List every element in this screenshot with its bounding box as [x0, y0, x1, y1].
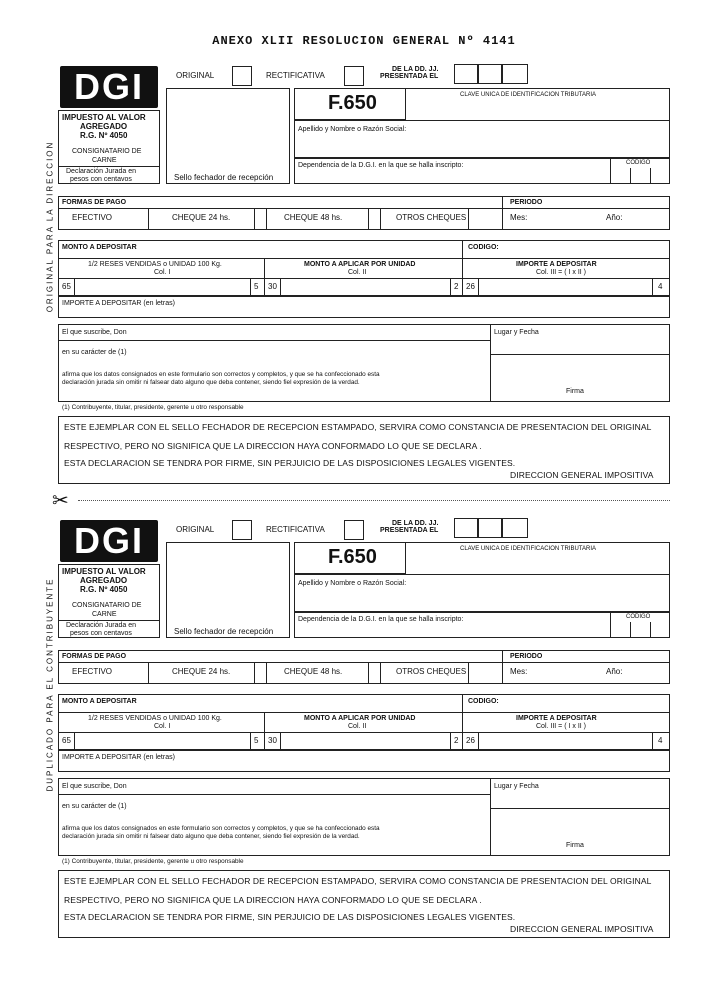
importe-letras-label: IMPORTE A DEPOSITAR (en letras): [62, 754, 175, 761]
fecha-box-2[interactable]: [478, 64, 502, 84]
monto-label: MONTO A DEPOSITAR: [62, 698, 137, 705]
tax-line-1: IMPUESTO AL VALOR: [62, 567, 146, 576]
lugar-fecha-label: Lugar y Fecha: [494, 783, 539, 790]
code-4: 4: [658, 736, 663, 745]
efectivo-label: EFECTIVO: [72, 667, 113, 676]
notice-line-1: ESTE EJEMPLAR CON EL SELLO FECHADOR DE RECEPCION ESTAMPADO, SERVIRA COMO CONSTANCIA DE PRESENTACION DEL ORIGINAL: [64, 876, 652, 886]
footnote: (1) Contribuyente, titular, presidente, gerente u otro responsable: [62, 858, 244, 865]
fecha-box-2[interactable]: [478, 518, 502, 538]
afirma-line-1: afirma que los datos consignados en este formulario son correctos y completos, y que se ha confeccionado esta: [62, 371, 380, 378]
codigo-label: CODIGO:: [468, 244, 499, 251]
rule: [58, 712, 670, 713]
rule: [254, 662, 255, 684]
tax-line-2: AGREGADO: [80, 122, 128, 131]
col2-sub: Col. II: [348, 269, 367, 276]
code-5: 5: [254, 736, 259, 745]
decl-line-2: pesos con centavos: [70, 176, 132, 183]
cheque48-label: CHEQUE 48 hs.: [284, 213, 343, 222]
formas-pago-box: [58, 650, 670, 684]
scissors-icon: ✂: [52, 490, 69, 512]
rule: [380, 662, 381, 684]
rule: [450, 278, 451, 296]
efectivo-label: EFECTIVO: [72, 213, 113, 222]
notice-line-4: DIRECCION GENERAL IMPOSITIVA: [510, 924, 654, 934]
rule: [450, 732, 451, 750]
formas-pago-label: FORMAS DE PAGO: [62, 199, 127, 206]
col2-header: MONTO A APLICAR POR UNIDAD: [304, 715, 416, 722]
rule: [280, 278, 281, 296]
rule: [58, 208, 670, 209]
form-duplicate-copy: [58, 516, 670, 956]
rule: [74, 732, 75, 750]
notice-line-3: ESTA DECLARACION SE TENDRA POR FIRME, SIN PERJUICIO DE LAS DISPOSICIONES LEGALES VIGENTES.: [64, 912, 516, 922]
col1-sub: Col. I: [154, 269, 171, 276]
col3-sub: Col. III = ( I x II ): [536, 723, 586, 730]
rule: [478, 278, 479, 296]
rule: [630, 168, 631, 184]
monto-box: [58, 694, 670, 750]
side-label-original: ORIGINAL PARA LA DIRECCION: [45, 140, 55, 313]
rule: [294, 574, 670, 575]
code-30: 30: [268, 736, 277, 745]
code-2: 2: [454, 736, 459, 745]
mes-label: Mes:: [510, 213, 528, 222]
rule: [266, 662, 267, 684]
col1-sub: Col. I: [154, 723, 171, 730]
presentada-label: PRESENTADA EL: [380, 527, 439, 534]
presentada-label: PRESENTADA EL: [380, 73, 439, 80]
rule: [250, 732, 251, 750]
rectificativa-label: RECTIFICATIVA: [266, 71, 325, 80]
ddjj-label: DE LA DD. JJ.: [392, 66, 439, 73]
notice-line-3: ESTA DECLARACION SE TENDRA POR FIRME, SIN PERJUICIO DE LAS DISPOSICIONES LEGALES VIGENTES.: [64, 458, 516, 468]
code-30: 30: [268, 282, 277, 291]
code-26: 26: [466, 736, 475, 745]
anio-label: Año:: [606, 667, 623, 676]
rule: [250, 278, 251, 296]
cheque24-label: CHEQUE 24 hs.: [172, 667, 231, 676]
monto-box: [58, 240, 670, 296]
monto-label: MONTO A DEPOSITAR: [62, 244, 137, 251]
tax-line-1: IMPUESTO AL VALOR: [62, 113, 146, 122]
codigo-small-label: CODIGO: [626, 614, 651, 620]
suscribe-label: El que suscribe, Don: [62, 783, 127, 790]
footnote: (1) Contribuyente, titular, presidente, gerente u otro responsable: [62, 404, 244, 411]
rule: [650, 622, 651, 638]
decl-line-2: pesos con centavos: [70, 630, 132, 637]
consig-line-1: CONSIGNATARIO DE: [72, 148, 142, 155]
col3-header: IMPORTE A DEPOSITAR: [516, 715, 597, 722]
afirma-line-2: declaración jurada sin omitir ni falsear dato alguno que deba contener, siendo fiel expresión de la verdad.: [62, 379, 360, 386]
decl-line-1: Declaración Jurada en: [66, 168, 137, 175]
notice-line-4: DIRECCION GENERAL IMPOSITIVA: [510, 470, 654, 480]
ddjj-label: DE LA DD. JJ.: [392, 520, 439, 527]
rule: [148, 662, 149, 684]
rule: [264, 258, 265, 296]
dependencia-label: Dependencia de la D.G.I. en la que se halla inscripto:: [298, 162, 464, 169]
rule: [280, 732, 281, 750]
firma-label: Firma: [566, 388, 584, 395]
otros-label: OTROS CHEQUES: [396, 213, 467, 222]
rule: [462, 258, 463, 296]
apellido-label: Apellido y Nombre o Razón Social:: [298, 580, 407, 587]
formas-pago-label: FORMAS DE PAGO: [62, 653, 127, 660]
rule: [462, 240, 463, 258]
rule: [294, 120, 670, 121]
rule: [266, 208, 267, 230]
rule: [490, 324, 491, 402]
otros-label: OTROS CHEQUES: [396, 667, 467, 676]
code-65: 65: [62, 282, 71, 291]
importe-letras-label: IMPORTE A DEPOSITAR (en letras): [62, 300, 175, 307]
periodo-label: PERIODO: [510, 653, 543, 660]
mes-label: Mes:: [510, 667, 528, 676]
rule: [58, 732, 670, 733]
cheque48-label: CHEQUE 48 hs.: [284, 667, 343, 676]
code-2: 2: [454, 282, 459, 291]
firma-label: Firma: [566, 842, 584, 849]
notice-line-2: RESPECTIVO, PERO NO SIGNIFICA QUE LA DIRECCION HAYA CONFORMADO LO QUE SE DECLARA .: [64, 895, 482, 905]
lugar-fecha-label: Lugar y Fecha: [494, 329, 539, 336]
tax-line-3: R.G. Nº 4050: [80, 131, 128, 140]
code-5: 5: [254, 282, 259, 291]
consig-line-2: CARNE: [92, 611, 117, 618]
rule: [58, 278, 670, 279]
fecha-box-1[interactable]: [454, 64, 478, 84]
dgi-logo: DGI: [60, 66, 158, 108]
rule: [58, 662, 670, 663]
rule: [630, 622, 631, 638]
rule: [58, 258, 670, 259]
notice-line-1: ESTE EJEMPLAR CON EL SELLO FECHADOR DE RECEPCION ESTAMPADO, SERVIRA COMO CONSTANCIA DE PRESENTACION DEL ORIGINAL: [64, 422, 652, 432]
col1-header: 1/2 RESES VENDIDAS o UNIDAD 100 Kg.: [88, 715, 222, 722]
form-original-copy: [58, 62, 670, 502]
rule: [490, 808, 670, 809]
formas-pago-box: [58, 196, 670, 230]
codigo-small-label: CODIGO: [626, 160, 651, 166]
fecha-box-3[interactable]: [502, 518, 528, 538]
col2-sub: Col. II: [348, 723, 367, 730]
fecha-box-1[interactable]: [454, 518, 478, 538]
rule: [478, 732, 479, 750]
afirma-line-2: declaración jurada sin omitir ni falsear dato alguno que deba contener, siendo fiel expresión de la verdad.: [62, 833, 360, 840]
rule: [650, 168, 651, 184]
code-65: 65: [62, 736, 71, 745]
original-checkbox[interactable]: [232, 520, 252, 540]
caracter-label: en su carácter de (1): [62, 803, 127, 810]
sello-label: Sello fechador de recepción: [174, 627, 274, 636]
rule: [502, 650, 503, 684]
rule: [462, 712, 463, 750]
rule: [462, 694, 463, 712]
rule: [502, 196, 503, 230]
dgi-logo: DGI: [60, 520, 158, 562]
fecha-box-3[interactable]: [502, 64, 528, 84]
rule: [148, 208, 149, 230]
tax-line-2: AGREGADO: [80, 576, 128, 585]
apellido-label: Apellido y Nombre o Razón Social:: [298, 126, 407, 133]
rule: [264, 712, 265, 750]
sello-box: [166, 542, 290, 638]
rectificativa-label: RECTIFICATIVA: [266, 525, 325, 534]
caracter-label: en su carácter de (1): [62, 349, 127, 356]
rule: [610, 612, 611, 638]
notice-line-2: RESPECTIVO, PERO NO SIGNIFICA QUE LA DIRECCION HAYA CONFORMADO LO QUE SE DECLARA .: [64, 441, 482, 451]
form-number: F.650: [328, 92, 377, 114]
codigo-label: CODIGO:: [468, 698, 499, 705]
rule: [468, 208, 469, 230]
code-26: 26: [466, 282, 475, 291]
rule: [368, 208, 369, 230]
side-label-duplicate: DUPLICADO PARA EL CONTRIBUYENTE: [45, 577, 55, 792]
rule: [74, 278, 75, 296]
rule: [490, 778, 491, 856]
original-label: ORIGINAL: [176, 525, 215, 534]
rule: [652, 278, 653, 296]
rectificativa-checkbox[interactable]: [344, 520, 364, 540]
rule: [58, 794, 490, 795]
col2-header: MONTO A APLICAR POR UNIDAD: [304, 261, 416, 268]
rule: [490, 354, 670, 355]
rule: [610, 158, 611, 184]
periodo-label: PERIODO: [510, 199, 543, 206]
tax-line-3: R.G. Nº 4050: [80, 585, 128, 594]
dependencia-label: Dependencia de la D.G.I. en la que se halla inscripto:: [298, 616, 464, 623]
cut-line: [78, 500, 670, 501]
cheque24-label: CHEQUE 24 hs.: [172, 213, 231, 222]
document-title: ANEXO XLII RESOLUCION GENERAL Nº 4141: [212, 34, 516, 48]
sello-label: Sello fechador de recepción: [174, 173, 274, 182]
consig-line-2: CARNE: [92, 157, 117, 164]
clave-label: CLAVE UNICA DE IDENTIFICACION TRIBUTARIA: [460, 92, 597, 98]
consig-line-1: CONSIGNATARIO DE: [72, 602, 142, 609]
form-number: F.650: [328, 546, 377, 568]
afirma-line-1: afirma que los datos consignados en este formulario son correctos y completos, y que se ha confeccionado esta: [62, 825, 380, 832]
col3-header: IMPORTE A DEPOSITAR: [516, 261, 597, 268]
col3-sub: Col. III = ( I x II ): [536, 269, 586, 276]
rule: [368, 662, 369, 684]
rule: [380, 208, 381, 230]
suscribe-label: El que suscribe, Don: [62, 329, 127, 336]
rule: [468, 662, 469, 684]
original-label: ORIGINAL: [176, 71, 215, 80]
original-checkbox[interactable]: [232, 66, 252, 86]
sello-box: [166, 88, 290, 184]
rule: [652, 732, 653, 750]
rule: [254, 208, 255, 230]
rectificativa-checkbox[interactable]: [344, 66, 364, 86]
code-4: 4: [658, 282, 663, 291]
decl-line-1: Declaración Jurada en: [66, 622, 137, 629]
clave-label: CLAVE UNICA DE IDENTIFICACION TRIBUTARIA: [460, 546, 597, 552]
rule: [58, 340, 490, 341]
anio-label: Año:: [606, 213, 623, 222]
col1-header: 1/2 RESES VENDIDAS o UNIDAD 100 Kg.: [88, 261, 222, 268]
